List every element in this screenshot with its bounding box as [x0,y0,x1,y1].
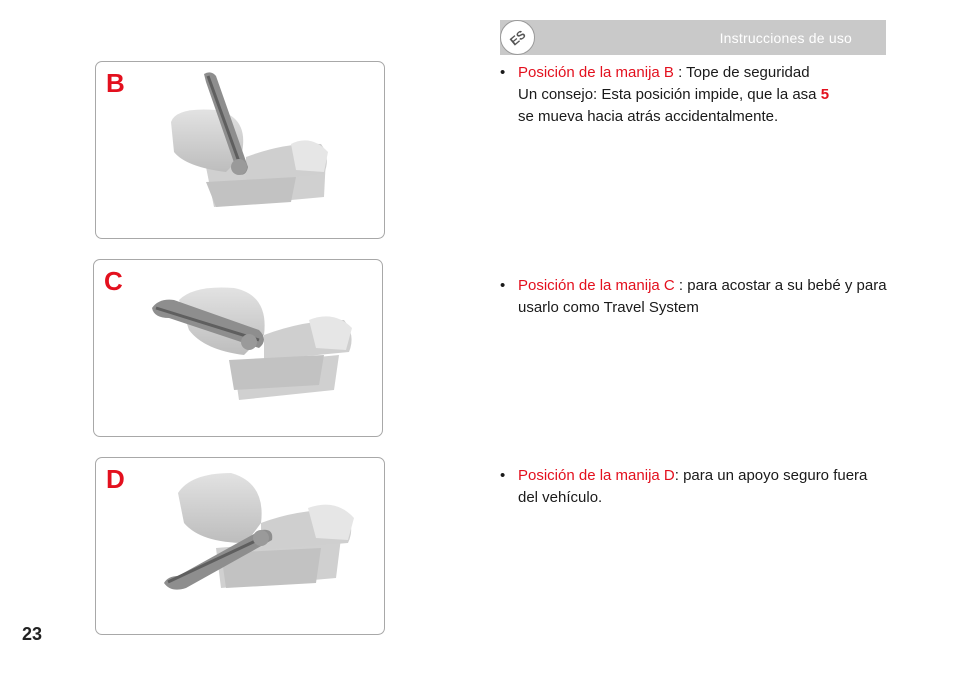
panel-letter-d: D [106,464,125,494]
tip-label: Un consejo: [518,86,598,103]
language-badge [500,20,535,55]
illustration-panel-b [95,61,385,239]
header-title: Instrucciones de uso [719,30,852,46]
item-text: : Tope de seguridad [673,64,810,81]
bullet: • [500,64,506,81]
item-label: Posición de la manija B [518,64,674,81]
item-text: : para acostar a su bebé y para usarlo como Travel System [518,277,887,316]
car-seat-handle-c-illustration [94,260,384,438]
tip-number: 5 [820,86,830,103]
illustration-panel-d [95,457,385,635]
tip-text-continued: se mueva hacia atrás accidentalmente. [518,108,779,125]
illustration-panel-c [93,259,383,437]
car-seat-handle-d-illustration [96,458,386,636]
car-seat-handle-b-illustration [96,62,386,240]
panel-letter-b: B [106,68,125,98]
bullet: • [500,467,506,484]
panel-letter-c: C [104,266,123,296]
instruction-item-d [500,465,890,509]
bullet: • [500,277,506,294]
item-label: Posición de la manija D [518,467,675,484]
instruction-item-c [500,275,890,319]
instruction-item-b [500,62,890,128]
tip-text: Esta posición impide, que la asa [597,86,821,103]
language-code: ES [506,26,529,49]
page-number: 23 [22,624,43,644]
item-text: : para un apoyo seguro fuera del vehículo. [518,467,868,506]
item-label: Posición de la manija C [518,277,675,294]
header-bar [500,20,886,55]
